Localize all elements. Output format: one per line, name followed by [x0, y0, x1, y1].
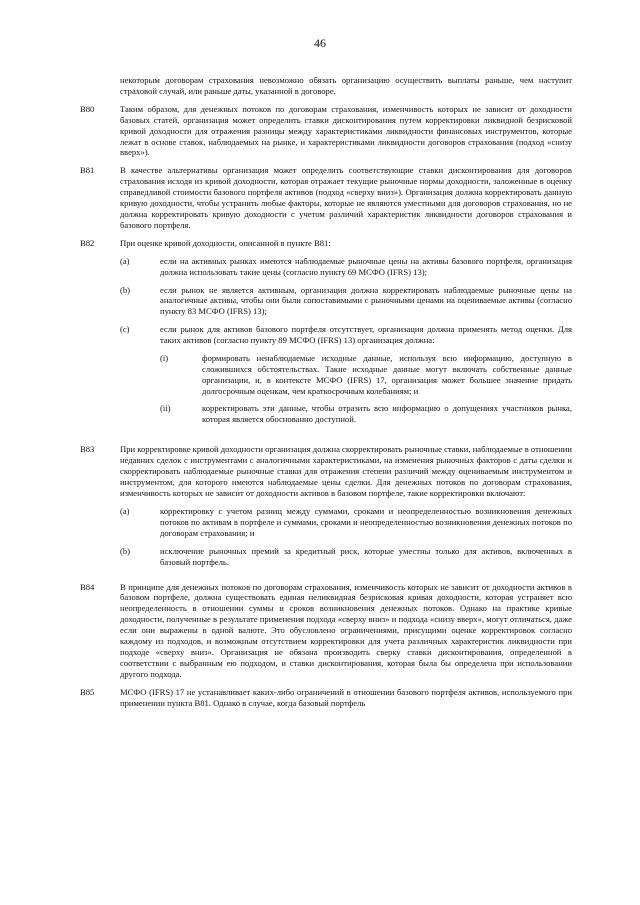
list-item-b	[120, 285, 572, 318]
paragraph-text: При корректировке кривой доходности организация должна скорректировать рыночные ставки, наблюдаемые в отношении недавних сделок с инструментами с аналогичными характеристиками, на изменения рыночных факторов с даты сделки и скорректировать наблюдаемые рыночные ставки для отражения степени различий между оцениваемым инструментом и инструментом, для которого имеются наблюдаемые цены сделки. Для денежных потоков по договорам страхования, изменчивость которых не зависит от доходности активов в базовом портфеле, такие корректировки включают:	[120, 444, 572, 499]
item-text: исключение рыночных премий за кредитный риск, которые уместны только для активов, включенных в базовый портфель.	[160, 545, 572, 567]
item-content	[160, 324, 572, 430]
sub-item-text: корректировать эти данные, чтобы отразить всю информацию о допущениях участников рынка, которая является обоснованно доступной.	[202, 402, 572, 424]
paragraph-b85	[80, 687, 572, 709]
paragraph-b83	[80, 444, 572, 574]
paragraph-label: B83	[80, 444, 95, 455]
paragraph-b82	[80, 238, 572, 438]
sub-item-label: (ii)	[160, 402, 171, 413]
paragraph-b84	[80, 582, 572, 680]
item-label: (b)	[120, 545, 131, 556]
sub-item-i	[160, 353, 572, 397]
paragraph-text: В принципе для денежных потоков по договорам страхования, изменчивость которых не зависит от доходности активов в базовом портфеле, должна существовать единая неликвидная безрисковая кривая доходности, которая устраняет всю неопределенность в отношении суммы и сроков возникновения денежных потоков. Однако на практике кривые доходности, полученные в результате применения подхода «сверху вниз» и подхода «снизу вверх», могут отличаться, даже если они выражены в одной валюте. Это обусловлено ограничениями, присущими оценке корректировок согласно каждому из подходов, и возможным отсутствием корректировки для учета различных характеристик ликвидности при подходе «сверху вниз». Организация не обязана производить сверку ставки дисконтирования, определенной в соответствии с выбранным ею подходом, и ставки дисконтирования, которая была бы определена при использовании другого подхода.	[120, 581, 572, 679]
item-text: если на активных рынках имеются наблюдаемые рыночные цены на активы базового портфеля, организация должна использовать такие цены (согласно пункту 69 МСФО (IFRS) 13);	[160, 255, 572, 277]
continuation-paragraph	[80, 75, 572, 97]
paragraph-label: B85	[80, 686, 95, 697]
item-label: (a)	[120, 255, 130, 266]
item-label: (a)	[120, 506, 130, 516]
paragraph-text: Таким образом, для денежных потоков по договорам страхования, изменчивость которых не зависит от доходности базовых статей, организация может определить ставки дисконтирования путем корректировки ликвидной безрисковой кривой доходности для отражения разницы между характеристиками ликвидности финансовых инструментов, которые лежат в основе ставок, наблюдаемых на рынке, и характеристиками ликвидности договоров страхования (подход «снизу вверх»).	[120, 103, 572, 158]
item-text: корректировку с учетом разниц между суммами, сроками и неопределенностью возникновения денежных потоков по активам в портфеле и суммами, сроками и неопределенностью возникновения денежных потоков по договорам страхования; и	[160, 506, 572, 538]
paragraph-label: B84	[80, 581, 95, 592]
list-item-c	[120, 324, 572, 430]
list-item-a	[120, 506, 572, 539]
continuation-text: некоторым договорам страхования невозможно обязать организацию осуществить выплаты раньше, чем наступит страховой случай, или раньше даты, указанной в договоре.	[120, 75, 572, 96]
paragraph-b80	[80, 104, 572, 159]
sub-item-text: формировать ненаблюдаемые исходные данные, используя всю информацию, доступную в сложившихся обстоятельствах. Такие исходные данные могут включать собственные данные организации, и, в контексте МСФО (IFRS) 17, организация может большее значение придать долгосрочным оценкам, чем краткосрочным колебаниям; и	[202, 353, 572, 396]
item-label: (b)	[120, 284, 131, 295]
paragraph-content	[120, 238, 572, 438]
paragraph-label: B81	[80, 165, 95, 176]
paragraph-content	[120, 444, 572, 574]
sub-list	[160, 353, 572, 424]
page-number: 46	[314, 36, 326, 50]
item-label: (c)	[120, 324, 130, 335]
document-body	[80, 75, 572, 716]
paragraph-b81	[80, 165, 572, 230]
list-item-b	[120, 546, 572, 568]
sub-item-label: (i)	[160, 353, 169, 364]
paragraph-text: При оценке кривой доходности, описанной в пункте B81:	[120, 237, 331, 248]
list-item-a	[120, 256, 572, 278]
sub-item-ii	[160, 403, 572, 425]
item-text: если рынок для активов базового портфеля отсутствует, организация должна применять метод оценки. Для таких активов (согласно пункту 89 МСФО (IFRS) 13) организация должна:	[160, 324, 572, 346]
paragraph-text: МСФО (IFRS) 17 не устанавливает каких-либо ограничений в отношении базового портфеля активов, используемого при применении пункта B81. Однако в случае, когда базовый портфель	[120, 686, 572, 708]
paragraph-label: B82	[80, 237, 95, 248]
paragraph-label: B80	[80, 103, 95, 114]
paragraph-text: В качестве альтернативы организация может определить соответствующие ставки дисконтирования для договоров страхования исходя из кривой доходности, которая отражает текущие рыночные нормы доходности, заложенные в оценку справедливой стоимости базового портфеля активов (подход «сверху вниз»). Организация должна корректировать данную кривую доходности, чтобы устранить любые факторы, которые не являются уместными для договоров страхования, но не должна корректировать кривую доходности с учетом различий характеристик ликвидности договоров страхования и базового портфеля.	[120, 165, 572, 230]
item-text: если рынок не является активным, организация должна корректировать наблюдаемые рыночные цены на аналогичные активы, чтобы они были сопоставимыми с рыночными ценами на оцениваемые активы (согласно пункту 83 МСФО (IFRS) 13);	[160, 284, 572, 317]
